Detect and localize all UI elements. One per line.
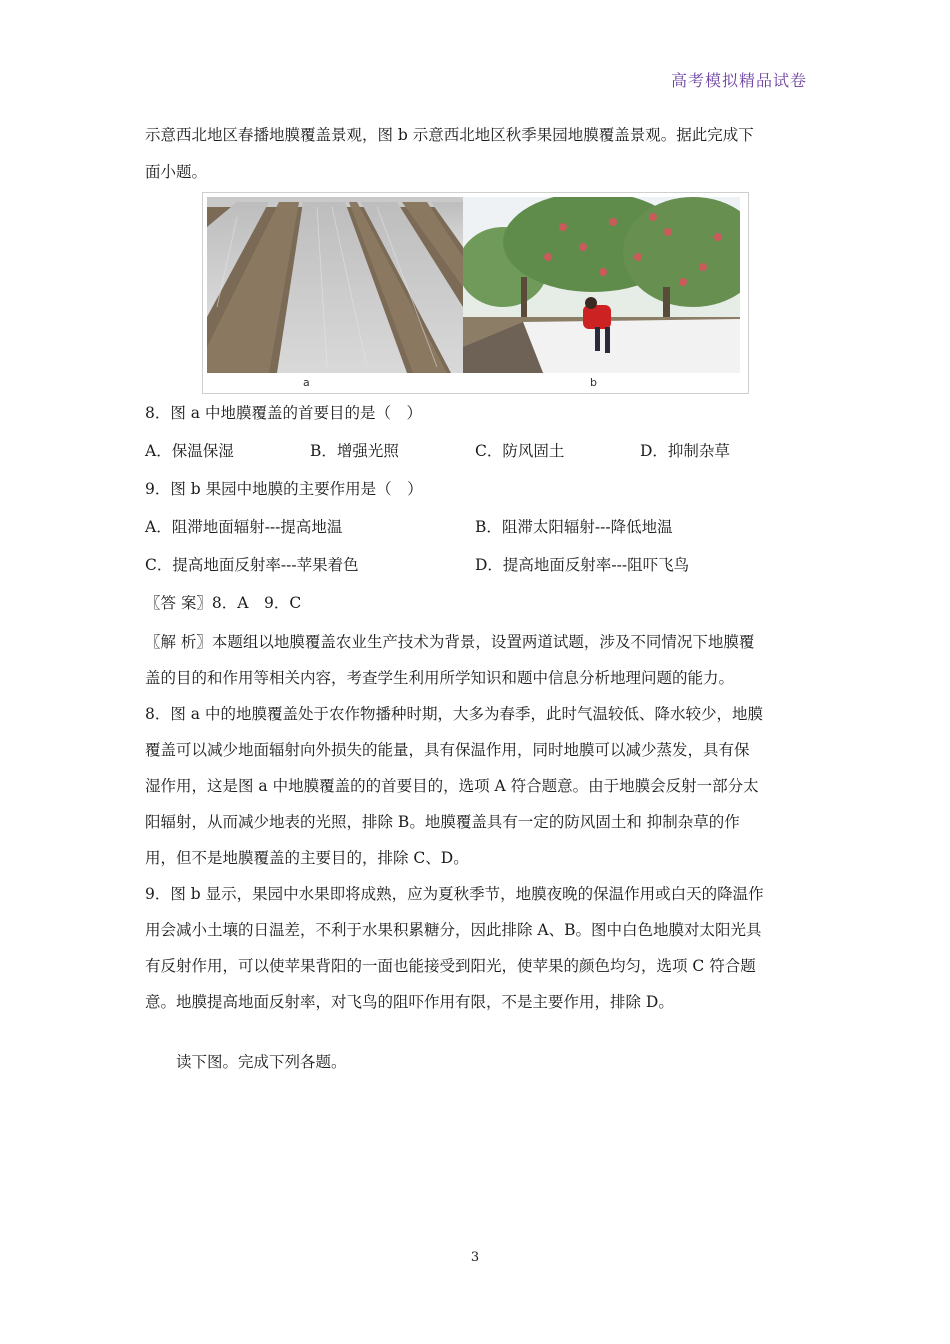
analysis-line: 盖的目的和作用等相关内容，考查学生利用所学知识和题中信息分析地理问题的能力。	[145, 669, 735, 687]
q9-stem: 9．图 b 果园中地膜的主要作用是（ ）	[145, 480, 423, 498]
analysis-line: 〖解 析〗本题组以地膜覆盖农业生产技术为背景，设置两道试题，涉及不同情况下地膜覆	[145, 633, 755, 651]
analysis-line: 8．图 a 中的地膜覆盖处于农作物播种时期，大多为春季，此时气温较低、降水较少，地膜	[145, 705, 763, 723]
photo-b-orchard	[463, 197, 740, 373]
analysis-block	[145, 630, 810, 1026]
analysis-line: 用，但不是地膜覆盖的主要目的，排除 C、D。	[145, 849, 469, 867]
analysis-line: 9．图 b 显示，果园中水果即将成熟，应为夏秋季节，地膜夜晚的保温作用或白天的降温作	[145, 885, 764, 903]
q8-stem: 8．图 a 中地膜覆盖的首要目的是（ ）	[145, 404, 422, 422]
q9-option-b: B．阻滞太阳辐射---降低地温	[475, 518, 673, 536]
photo-a-mulch-field	[207, 197, 463, 373]
figure-photos	[202, 192, 749, 394]
intro-line-2: 面小题。	[145, 163, 208, 181]
analysis-line: 用会减小土壤的日温差，不利于水果积累糖分，因此排除 A、B。图中白色地膜对太阳光具	[145, 921, 762, 939]
analysis-line: 阳辐射，从而减少地表的光照，排除 B。地膜覆盖具有一定的防风固土和 抑制杂草的作	[145, 813, 740, 831]
intro-line-1: 示意西北地区春播地膜覆盖景观，图 b 示意西北地区秋季果园地膜覆盖景观。据此完成下	[145, 126, 754, 144]
q8-option-c: C．防风固土	[475, 442, 565, 460]
answer-line: 〖答 案〗8．A 9．C	[145, 594, 302, 612]
q8-option-d: D．抑制杂草	[640, 442, 730, 460]
page-number: 3	[470, 1250, 480, 1265]
analysis-line: 意。地膜提高地面反射率，对飞鸟的阻吓作用有限，不是主要作用，排除 D。	[145, 993, 674, 1011]
q8-option-a: A．保温保湿	[145, 442, 234, 460]
q9-option-a: A．阻滞地面辐射---提高地温	[145, 518, 343, 536]
caption-b: b	[590, 376, 597, 389]
analysis-line: 有反射作用，可以使苹果背阳的一面也能接受到阳光，使苹果的颜色均匀，选项 C 符合题	[145, 957, 756, 975]
q9-option-c: C．提高地面反射率---苹果着色	[145, 556, 359, 574]
header-title: 高考模拟精品试卷	[670, 71, 807, 90]
analysis-line: 覆盖可以减少地面辐射向外损失的能量，具有保温作用，同时地膜可以减少蒸发，具有保	[145, 741, 750, 759]
q8-option-b: B．增强光照	[310, 442, 399, 460]
q9-option-d: D．提高地面反射率---阻吓飞鸟	[475, 556, 690, 574]
caption-a: a	[303, 376, 310, 389]
analysis-line: 湿作用，这是图 a 中地膜覆盖的的首要目的，选项 A 符合题意。由于地膜会反射一部分太	[145, 777, 759, 795]
next-question-intro: 读下图。完成下列各题。	[176, 1053, 347, 1071]
